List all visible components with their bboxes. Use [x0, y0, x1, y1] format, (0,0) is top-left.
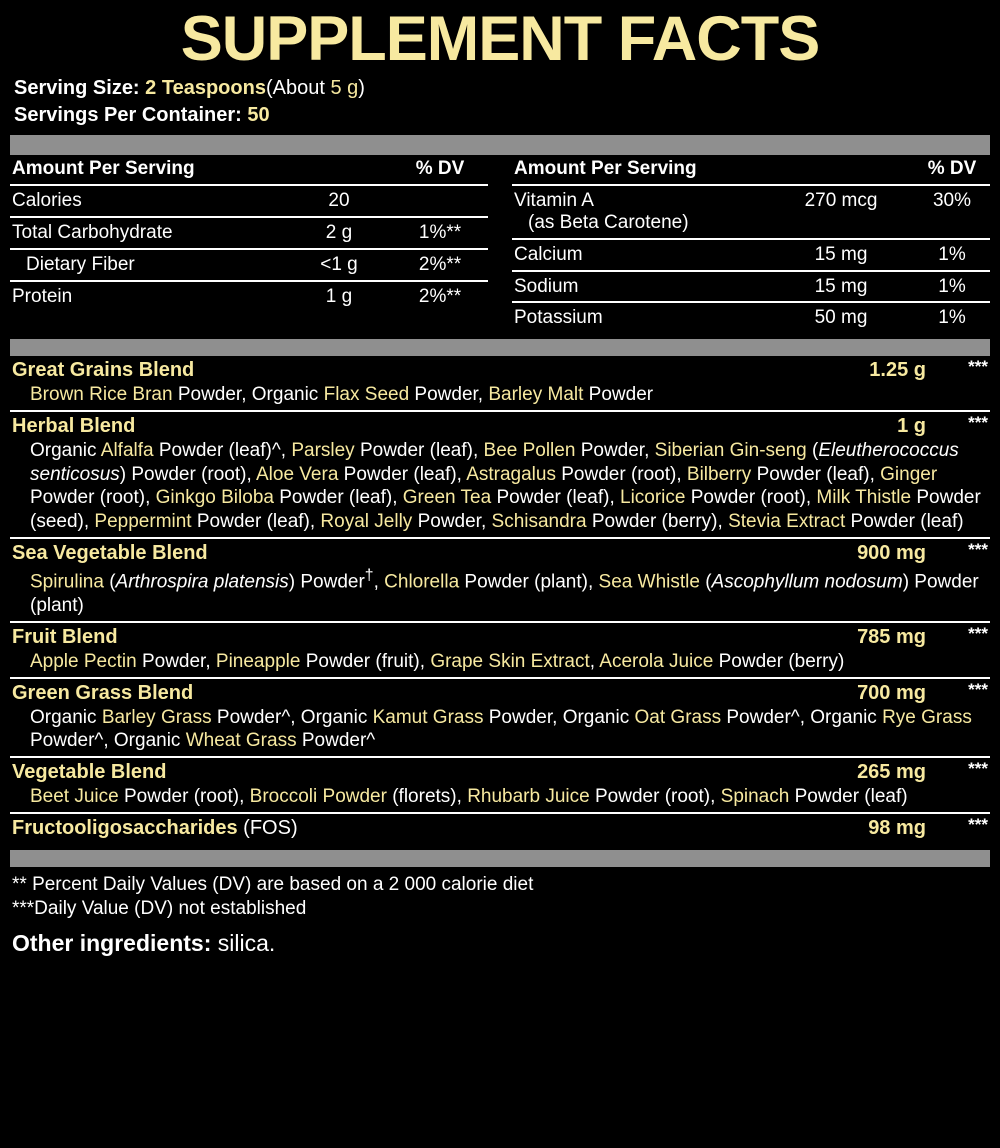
blend-section — [10, 356, 990, 410]
blend-header — [12, 625, 988, 650]
blend-name: Fructooligosaccharides (FOS) — [12, 816, 298, 839]
other-ingredients-label: Other ingredients: — [12, 930, 212, 957]
nutrition-row-label: Calories — [12, 190, 82, 211]
blend-ingredients: Apple Pectin Powder, Pineapple Powder (fruit), Grape Skin Extract, Acerola Juice Powder (berry) — [30, 650, 845, 672]
footnote-dv-basis: ** Percent Daily Values (DV) are based on a 2 000 calorie diet — [12, 873, 534, 895]
nutrition-row-sublabel: (as Beta Carotene) — [528, 211, 689, 233]
nutrition-row-amount: 2 g — [325, 221, 353, 243]
blend-amount: 900 mg — [857, 541, 926, 564]
nutrition-left-header-dv: % DV — [415, 158, 465, 179]
blend-name: Fruit Blend — [12, 625, 118, 648]
nutrition-column-right — [500, 157, 990, 333]
nutrition-row — [512, 184, 990, 238]
blend-name: Sea Vegetable Blend — [12, 541, 208, 564]
blend-section — [10, 677, 990, 757]
blend-dv: *** — [968, 759, 988, 779]
blend-list — [10, 356, 990, 844]
serving-size-about-close: ) — [358, 77, 365, 99]
nutrition-row-dv: 1%** — [418, 221, 462, 243]
blend-amount: 1.25 g — [869, 359, 926, 382]
nutrition-row-amount: 20 — [328, 190, 350, 211]
servings-per-container-line — [10, 102, 990, 129]
nutrition-right-header — [512, 157, 990, 184]
nutrition-row-dv — [394, 190, 486, 212]
serving-size-about-value: 5 g — [330, 77, 359, 99]
blend-header — [12, 414, 988, 439]
nutrition-left-header — [10, 157, 488, 184]
blend-header — [12, 681, 988, 706]
nutrition-row-dv: 2%** — [418, 285, 462, 307]
footnotes — [10, 867, 990, 922]
blend-amount: 700 mg — [857, 681, 926, 704]
blend-section — [10, 410, 990, 537]
blend-section — [10, 756, 990, 812]
nutrition-row — [512, 238, 990, 270]
divider-bar-top — [10, 135, 990, 155]
nutrition-table — [10, 157, 990, 333]
blend-dv: *** — [968, 679, 988, 699]
nutrition-row-label: Vitamin A (as Beta Carotene) — [514, 190, 766, 234]
blend-section — [10, 621, 990, 677]
nutrition-right-header-dv: % DV — [927, 158, 977, 179]
nutrition-row-amount: <1 g — [320, 253, 358, 275]
serving-size-line — [10, 75, 990, 102]
blend-ingredients: Beet Juice Powder (root), Broccoli Powder (florets), Rhubarb Juice Powder (root), Spinach Powder (leaf) — [30, 786, 908, 808]
blend-dv: *** — [968, 623, 988, 643]
nutrition-row-amount: 50 mg — [814, 307, 868, 329]
blend-name-suffix: (FOS) — [237, 816, 298, 839]
blend-name: Great Grains Blend — [12, 359, 195, 382]
nutrition-row — [512, 270, 990, 302]
nutrition-row-amount: 1 g — [325, 285, 353, 307]
nutrition-row-dv: 1% — [938, 275, 966, 297]
nutrition-row — [10, 184, 488, 216]
nutrition-row — [10, 280, 488, 312]
divider-bar-bottom — [10, 850, 990, 867]
nutrition-row-label: Sodium — [514, 275, 579, 297]
nutrition-left-rows — [10, 184, 488, 311]
blend-amount: 98 mg — [868, 816, 926, 839]
nutrition-row-amount: 15 mg — [814, 243, 868, 265]
nutrition-right-header-label: Amount Per Serving — [514, 158, 697, 179]
blend-name: Green Grass Blend — [12, 681, 194, 704]
footnote-dv-not-established: ***Daily Value (DV) not established — [12, 898, 307, 920]
nutrition-row-label: Dietary Fiber — [26, 253, 135, 275]
page-title: SUPPLEMENT FACTS — [180, 4, 820, 74]
servings-per-container-value: 50 — [247, 104, 270, 126]
nutrition-column-left — [10, 157, 500, 333]
nutrition-row — [512, 301, 990, 333]
blend-dv: *** — [968, 412, 988, 432]
blend-name: Vegetable Blend — [12, 761, 167, 784]
blend-ingredients: Organic Alfalfa Powder (leaf)^, Parsley Powder (leaf), Bee Pollen Powder, Siberian Gin-seng (Eleutherococcus senticosus) Powder (root), Aloe Vera Powder (leaf), Astragalus Powder (root), Bilberry Powder (leaf), Ginger Powder (root), Ginkgo Biloba Powder (leaf), Green Tea Powder (leaf), Licorice Powder (root), Milk Thistle Powder (seed), Peppermint Powder (leaf), Royal Jelly Powder, Schisandra Powder (berry), Stevia Extract Powder (leaf) — [30, 439, 981, 533]
nutrition-row-amount: 270 mcg — [804, 190, 878, 211]
nutrition-row-dv: 2%** — [418, 253, 462, 275]
nutrition-row — [10, 216, 488, 248]
nutrition-row-dv: 1% — [938, 307, 966, 329]
blend-section — [10, 812, 990, 844]
blend-amount: 785 mg — [857, 625, 926, 648]
serving-size-value: 2 Teaspoons — [145, 77, 266, 99]
blend-ingredients: Spirulina (Arthrospira platensis) Powder†, Chlorella Powder (plant), Sea Whistle (Ascophyllum nodosum) Powder (plant) — [30, 566, 979, 617]
blend-header — [12, 541, 988, 566]
blend-dv: *** — [968, 814, 988, 834]
divider-bar-middle — [10, 339, 990, 356]
blend-section — [10, 537, 990, 621]
blend-header — [12, 358, 988, 383]
nutrition-row-amount: 15 mg — [814, 275, 868, 297]
blend-dv: *** — [968, 539, 988, 559]
blend-amount: 265 mg — [857, 761, 926, 784]
nutrition-row-label: Protein — [12, 285, 73, 307]
blend-dv: *** — [968, 357, 988, 377]
nutrition-row-label: Potassium — [514, 307, 603, 329]
nutrition-row-label: Total Carbohydrate — [12, 221, 173, 243]
blend-name: Herbal Blend — [12, 414, 136, 437]
nutrition-row — [10, 248, 488, 280]
blend-header — [12, 816, 988, 841]
nutrition-row-dv: 30% — [932, 190, 972, 211]
nutrition-right-rows — [512, 184, 990, 333]
other-ingredients-value: silica. — [211, 930, 276, 957]
blend-header — [12, 760, 988, 785]
serving-size-label: Serving Size: — [14, 77, 140, 99]
nutrition-left-header-label: Amount Per Serving — [12, 158, 195, 179]
blend-ingredients: Organic Barley Grass Powder^, Organic Kamut Grass Powder, Organic Oat Grass Powder^, Organic Rye Grass Powder^, Organic Wheat Grass Powder^ — [30, 706, 972, 752]
servings-per-container-label: Servings Per Container: — [14, 104, 242, 126]
other-ingredients — [10, 922, 990, 957]
blend-amount: 1 g — [897, 414, 926, 437]
serving-size-about-open: (About — [265, 77, 331, 99]
blend-ingredients: Brown Rice Bran Powder, Organic Flax Seed Powder, Barley Malt Powder — [30, 384, 654, 406]
nutrition-row-label: Calcium — [514, 243, 583, 265]
nutrition-row-dv: 1% — [938, 243, 966, 265]
